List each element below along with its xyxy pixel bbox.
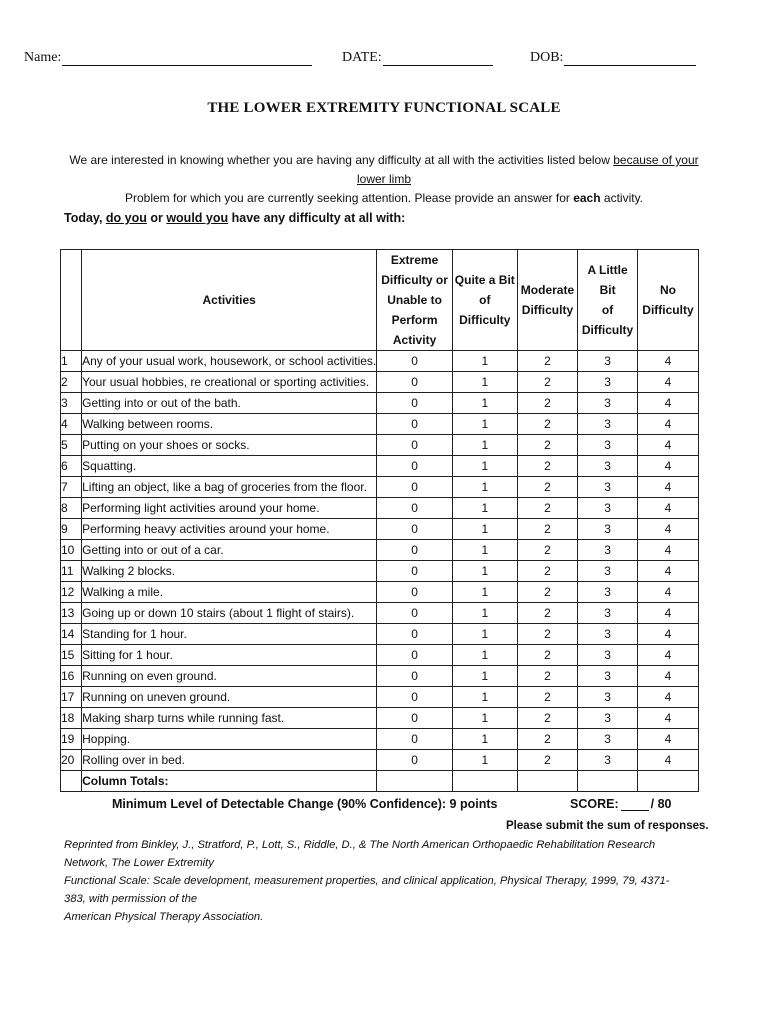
- score-option-no-difficulty[interactable]: 4: [637, 687, 698, 708]
- header-quite-a-bit: [452, 250, 517, 351]
- header-line: No: [659, 283, 676, 297]
- score-option-no-difficulty[interactable]: 4: [637, 582, 698, 603]
- score-option-no-difficulty[interactable]: 4: [637, 477, 698, 498]
- submit-instruction: Please submit the sum of responses.: [506, 820, 709, 832]
- score-option-moderate[interactable]: 2: [517, 645, 577, 666]
- score-option-extreme[interactable]: 0: [377, 582, 453, 603]
- score-option-quite-a-bit[interactable]: 1: [452, 582, 517, 603]
- question-do-you: do you: [105, 211, 147, 225]
- score-option-quite-a-bit[interactable]: 1: [452, 456, 517, 477]
- table-row: [61, 603, 699, 624]
- page-title: THE LOWER EXTREMITY FUNCTIONAL SCALE: [207, 100, 561, 116]
- score-option-a-little-bit[interactable]: 3: [578, 393, 638, 414]
- row-number: 19: [61, 729, 82, 750]
- dob-blank-line[interactable]: [564, 51, 696, 66]
- score-option-extreme[interactable]: 0: [377, 393, 453, 414]
- activity-label: Making sharp turns while running fast.: [82, 708, 377, 729]
- score-option-no-difficulty[interactable]: 4: [637, 435, 698, 456]
- score-option-extreme[interactable]: 0: [377, 477, 453, 498]
- score-option-moderate[interactable]: 2: [517, 708, 577, 729]
- score-option-quite-a-bit[interactable]: 1: [452, 477, 517, 498]
- citation-line: Functional Scale: Scale development, measurement properties, and clinical application, Physical Therapy, 1999, 79, 4371-383, with permission of the: [64, 875, 670, 905]
- score-option-no-difficulty[interactable]: 4: [637, 708, 698, 729]
- score-option-a-little-bit[interactable]: 3: [578, 414, 638, 435]
- score-option-extreme[interactable]: 0: [377, 729, 453, 750]
- column-totals-label: Column Totals:: [82, 771, 377, 792]
- score-option-no-difficulty[interactable]: 4: [637, 645, 698, 666]
- date-field[interactable]: [342, 50, 493, 66]
- score-option-quite-a-bit[interactable]: 1: [452, 750, 517, 771]
- row-number: 15: [61, 645, 82, 666]
- score-option-moderate[interactable]: 2: [517, 456, 577, 477]
- activity-label: Hopping.: [82, 729, 377, 750]
- score-option-quite-a-bit[interactable]: 1: [452, 687, 517, 708]
- row-number: 3: [61, 393, 82, 414]
- score-option-quite-a-bit[interactable]: 1: [452, 624, 517, 645]
- date-blank-line[interactable]: [383, 51, 493, 66]
- score-option-extreme[interactable]: 0: [377, 498, 453, 519]
- row-number: 7: [61, 477, 82, 498]
- score-blank-line[interactable]: [621, 797, 649, 811]
- score-option-quite-a-bit[interactable]: 1: [452, 729, 517, 750]
- activity-label: Walking a mile.: [82, 582, 377, 603]
- table-body: [61, 351, 699, 792]
- mlcd-note: Minimum Level of Detectable Change (90% Confidence): 9 points: [112, 797, 498, 811]
- activity-label: Your usual hobbies, re creational or sporting activities.: [82, 372, 377, 393]
- score-option-no-difficulty[interactable]: 4: [637, 414, 698, 435]
- score-option-a-little-bit[interactable]: 3: [578, 645, 638, 666]
- intro-line1-underlined: because of your lower limb: [356, 153, 699, 186]
- score-option-extreme[interactable]: 0: [377, 666, 453, 687]
- header-line: A Little Bit: [587, 263, 628, 297]
- header-no-difficulty: [637, 250, 698, 351]
- score-option-quite-a-bit[interactable]: 1: [452, 351, 517, 372]
- score-option-quite-a-bit[interactable]: 1: [452, 393, 517, 414]
- activity-label: Getting into or out of the bath.: [82, 393, 377, 414]
- activity-label: Running on even ground.: [82, 666, 377, 687]
- question-part2: or: [146, 211, 167, 225]
- row-number: 9: [61, 519, 82, 540]
- score-option-moderate[interactable]: 2: [517, 603, 577, 624]
- header-number-cell: [61, 250, 82, 351]
- question-part3: have any difficulty at all with:: [228, 211, 406, 225]
- totals-number-cell: [61, 771, 82, 792]
- score-option-a-little-bit[interactable]: 3: [578, 435, 638, 456]
- activity-label: Standing for 1 hour.: [82, 624, 377, 645]
- score-option-a-little-bit[interactable]: 3: [578, 519, 638, 540]
- table-row: [61, 624, 699, 645]
- score-option-extreme[interactable]: 0: [377, 687, 453, 708]
- row-number: 11: [61, 561, 82, 582]
- patient-header: [24, 50, 704, 74]
- citation-line: American Physical Therapy Association.: [64, 911, 264, 923]
- activity-label: Walking 2 blocks.: [82, 561, 377, 582]
- name-label: Name:: [24, 50, 62, 65]
- score-option-moderate[interactable]: 2: [517, 624, 577, 645]
- score-option-quite-a-bit[interactable]: 1: [452, 540, 517, 561]
- intro-line1-prefix: We are interested in knowing whether you are having any difficulty at all with the activities listed below: [69, 153, 614, 167]
- score-max: / 80: [650, 797, 672, 811]
- table-row: [61, 666, 699, 687]
- activity-label: Performing light activities around your home.: [82, 498, 377, 519]
- row-number: 4: [61, 414, 82, 435]
- row-number: 18: [61, 708, 82, 729]
- score-option-a-little-bit[interactable]: 3: [578, 351, 638, 372]
- header-a-little-bit: [578, 250, 638, 351]
- score-option-a-little-bit[interactable]: 3: [578, 540, 638, 561]
- header-line: Moderate: [520, 283, 575, 297]
- table-row: [61, 456, 699, 477]
- table-row: [61, 687, 699, 708]
- activity-label: Any of your usual work, housework, or school activities.: [82, 351, 377, 372]
- table-row: [61, 435, 699, 456]
- column-total-quite-a-bit[interactable]: [452, 771, 517, 792]
- score-option-moderate[interactable]: 2: [517, 582, 577, 603]
- score-option-no-difficulty[interactable]: 4: [637, 750, 698, 771]
- score-option-extreme[interactable]: 0: [377, 561, 453, 582]
- header-line: Difficulty or: [381, 273, 448, 287]
- score-field[interactable]: [570, 797, 671, 811]
- table-row: [61, 729, 699, 750]
- score-option-moderate[interactable]: 2: [517, 666, 577, 687]
- score-option-moderate[interactable]: 2: [517, 372, 577, 393]
- score-option-no-difficulty[interactable]: 4: [637, 351, 698, 372]
- column-total-moderate[interactable]: [517, 771, 577, 792]
- question-would-you: would you: [166, 211, 229, 225]
- score-option-a-little-bit[interactable]: 3: [578, 708, 638, 729]
- score-option-quite-a-bit[interactable]: 1: [452, 435, 517, 456]
- score-option-extreme[interactable]: 0: [377, 750, 453, 771]
- score-option-quite-a-bit[interactable]: 1: [452, 708, 517, 729]
- score-option-quite-a-bit[interactable]: 1: [452, 498, 517, 519]
- score-option-extreme[interactable]: 0: [377, 540, 453, 561]
- score-option-no-difficulty[interactable]: 4: [637, 624, 698, 645]
- score-option-moderate[interactable]: 2: [517, 498, 577, 519]
- table-row: [61, 351, 699, 372]
- column-total-no-difficulty[interactable]: [637, 771, 698, 792]
- name-field[interactable]: [24, 50, 312, 66]
- row-number: 12: [61, 582, 82, 603]
- row-number: 20: [61, 750, 82, 771]
- row-number: 14: [61, 624, 82, 645]
- table-row: [61, 519, 699, 540]
- table-row: [61, 540, 699, 561]
- header-activities: Activities: [82, 250, 377, 351]
- score-option-extreme[interactable]: 0: [377, 645, 453, 666]
- score-option-moderate[interactable]: 2: [517, 729, 577, 750]
- row-number: 2: [61, 372, 82, 393]
- table-header-row: [61, 250, 699, 351]
- row-number: 10: [61, 540, 82, 561]
- score-option-no-difficulty[interactable]: 4: [637, 666, 698, 687]
- activity-label: Walking between rooms.: [82, 414, 377, 435]
- row-number: 17: [61, 687, 82, 708]
- score-option-quite-a-bit[interactable]: 1: [452, 519, 517, 540]
- row-number: 1: [61, 351, 82, 372]
- score-option-moderate[interactable]: 2: [517, 561, 577, 582]
- score-option-moderate[interactable]: 2: [517, 435, 577, 456]
- score-option-no-difficulty[interactable]: 4: [637, 561, 698, 582]
- reprint-citation: [64, 836, 676, 926]
- score-option-moderate[interactable]: 2: [517, 540, 577, 561]
- column-total-extreme[interactable]: [377, 771, 453, 792]
- intro-text: [60, 151, 708, 208]
- score-option-quite-a-bit[interactable]: 1: [452, 603, 517, 624]
- header-line: Difficulty: [521, 303, 574, 317]
- score-option-a-little-bit[interactable]: 3: [578, 582, 638, 603]
- row-number: 16: [61, 666, 82, 687]
- activity-label: Getting into or out of a car.: [82, 540, 377, 561]
- activity-label: Putting on your shoes or socks.: [82, 435, 377, 456]
- table-row: [61, 645, 699, 666]
- score-option-quite-a-bit[interactable]: 1: [452, 414, 517, 435]
- row-number: 8: [61, 498, 82, 519]
- row-number: 5: [61, 435, 82, 456]
- score-option-extreme[interactable]: 0: [377, 624, 453, 645]
- activity-label: Going up or down 10 stairs (about 1 flight of stairs).: [82, 603, 377, 624]
- table-row: [61, 708, 699, 729]
- table-row: [61, 582, 699, 603]
- table-row: [61, 393, 699, 414]
- activity-label: Lifting an object, like a bag of groceries from the floor.: [82, 477, 377, 498]
- header-line: Difficulty: [642, 303, 694, 317]
- table-row: [61, 414, 699, 435]
- score-option-extreme[interactable]: 0: [377, 414, 453, 435]
- score-option-no-difficulty[interactable]: 4: [637, 519, 698, 540]
- score-option-quite-a-bit[interactable]: 1: [452, 645, 517, 666]
- intro-line2-suffix: activity.: [600, 191, 644, 205]
- header-line: Extreme: [390, 253, 439, 267]
- date-label: DATE:: [342, 50, 382, 65]
- score-option-a-little-bit[interactable]: 3: [578, 729, 638, 750]
- score-label: SCORE:: [570, 797, 619, 811]
- lefs-table: [60, 249, 699, 792]
- citation-line: Reprinted from Binkley, J., Stratford, P., Lott, S., Riddle, D., & The North American Orthopaedic Rehabilitation Research Network, The Lower Extremity: [64, 839, 656, 869]
- score-option-quite-a-bit[interactable]: 1: [452, 561, 517, 582]
- header-line: Unable to: [387, 293, 442, 307]
- dob-field[interactable]: [530, 50, 696, 66]
- score-option-no-difficulty[interactable]: 4: [637, 729, 698, 750]
- activity-label: Performing heavy activities around your home.: [82, 519, 377, 540]
- score-option-extreme[interactable]: 0: [377, 708, 453, 729]
- score-option-extreme[interactable]: 0: [377, 456, 453, 477]
- score-option-no-difficulty[interactable]: 4: [637, 372, 698, 393]
- activity-label: Sitting for 1 hour.: [82, 645, 377, 666]
- score-option-moderate[interactable]: 2: [517, 414, 577, 435]
- header-line: Difficulty: [581, 323, 634, 337]
- score-option-moderate[interactable]: 2: [517, 393, 577, 414]
- score-option-a-little-bit[interactable]: 3: [578, 687, 638, 708]
- score-option-a-little-bit[interactable]: 3: [578, 372, 638, 393]
- score-option-no-difficulty[interactable]: 4: [637, 603, 698, 624]
- intro-line2-prefix: Problem for which you are currently seeking attention. Please provide an answer for: [124, 191, 574, 205]
- header-line: Perform Activity: [391, 313, 438, 347]
- activity-label: Running on uneven ground.: [82, 687, 377, 708]
- table-row: [61, 372, 699, 393]
- score-option-a-little-bit[interactable]: 3: [578, 561, 638, 582]
- dob-label: DOB:: [530, 50, 564, 65]
- activity-label: Squatting.: [82, 456, 377, 477]
- intro-line2-bold: each: [573, 191, 601, 205]
- score-option-no-difficulty[interactable]: 4: [637, 540, 698, 561]
- score-option-moderate[interactable]: 2: [517, 750, 577, 771]
- column-totals-row: [61, 771, 699, 792]
- score-option-a-little-bit[interactable]: 3: [578, 750, 638, 771]
- row-number: 6: [61, 456, 82, 477]
- score-option-moderate[interactable]: 2: [517, 477, 577, 498]
- table-row: [61, 477, 699, 498]
- header-line: of: [601, 303, 614, 317]
- score-option-moderate[interactable]: 2: [517, 687, 577, 708]
- activity-label: Rolling over in bed.: [82, 750, 377, 771]
- score-option-extreme[interactable]: 0: [377, 519, 453, 540]
- score-option-extreme[interactable]: 0: [377, 435, 453, 456]
- score-option-a-little-bit[interactable]: 3: [578, 477, 638, 498]
- name-blank-line[interactable]: [62, 51, 312, 66]
- score-option-a-little-bit[interactable]: 3: [578, 456, 638, 477]
- score-option-a-little-bit[interactable]: 3: [578, 666, 638, 687]
- score-option-no-difficulty[interactable]: 4: [637, 498, 698, 519]
- header-moderate: [517, 250, 577, 351]
- score-option-a-little-bit[interactable]: 3: [578, 624, 638, 645]
- score-option-extreme[interactable]: 0: [377, 372, 453, 393]
- header-line: of Difficulty: [459, 293, 511, 327]
- question-prompt: [64, 211, 405, 225]
- score-option-quite-a-bit[interactable]: 1: [452, 666, 517, 687]
- score-option-moderate[interactable]: 2: [517, 351, 577, 372]
- score-option-a-little-bit[interactable]: 3: [578, 498, 638, 519]
- table-row: [61, 561, 699, 582]
- score-option-quite-a-bit[interactable]: 1: [452, 372, 517, 393]
- score-option-no-difficulty[interactable]: 4: [637, 393, 698, 414]
- column-total-a-little-bit[interactable]: [578, 771, 638, 792]
- score-option-no-difficulty[interactable]: 4: [637, 456, 698, 477]
- row-number: 13: [61, 603, 82, 624]
- table-row: [61, 750, 699, 771]
- question-part1: Today,: [64, 211, 106, 225]
- header-extreme-difficulty: [377, 250, 453, 351]
- score-option-extreme[interactable]: 0: [377, 351, 453, 372]
- score-option-a-little-bit[interactable]: 3: [578, 603, 638, 624]
- score-option-extreme[interactable]: 0: [377, 603, 453, 624]
- score-option-moderate[interactable]: 2: [517, 519, 577, 540]
- header-line: Quite a Bit: [454, 273, 515, 287]
- table-row: [61, 498, 699, 519]
